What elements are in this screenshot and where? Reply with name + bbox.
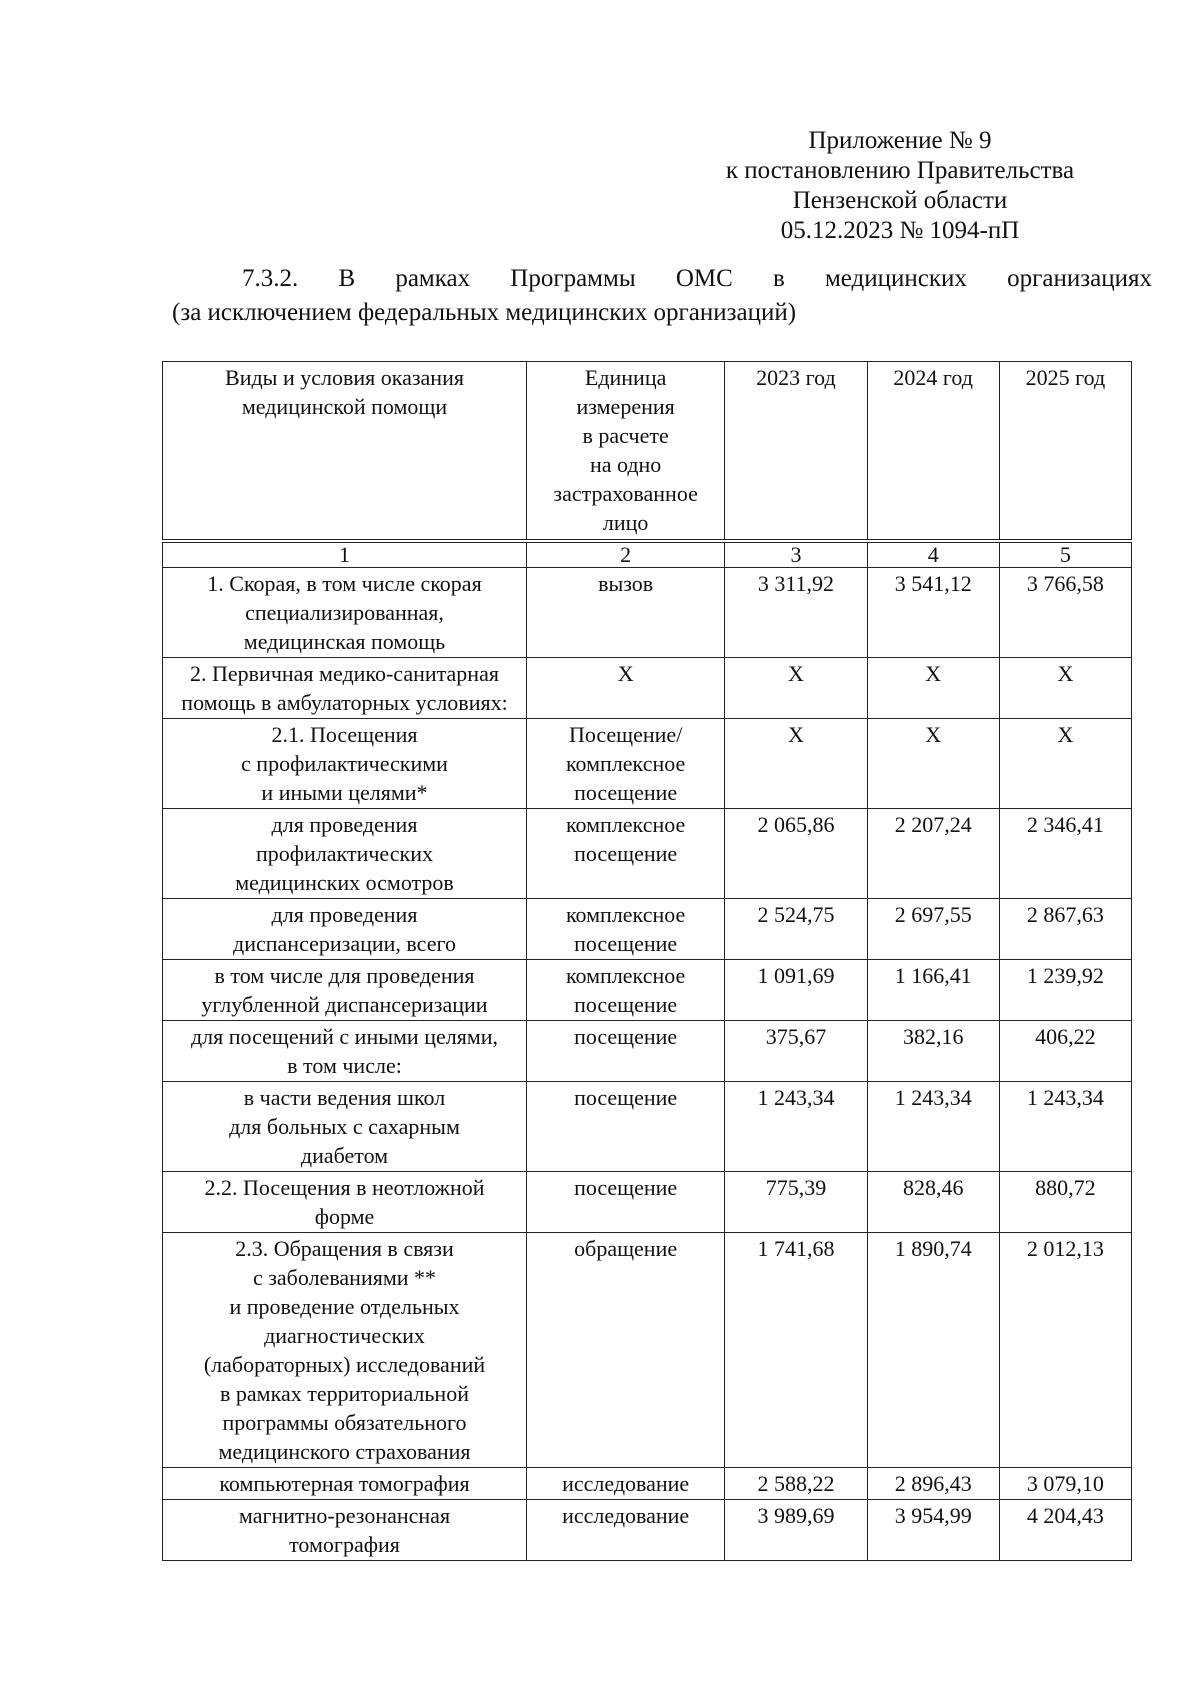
value-cell-y2025: 4 204,43	[999, 1500, 1131, 1561]
cell-line: посещение	[574, 841, 678, 866]
table-header-row	[163, 362, 1132, 542]
care-type-cell	[163, 1500, 527, 1561]
header-cell	[163, 362, 527, 542]
table-row	[163, 1468, 1132, 1500]
cell-line: помощь в амбулаторных условиях:	[181, 690, 508, 715]
cell-line: профилактических	[256, 841, 433, 866]
cell-line: (лабораторных) исследований	[203, 1352, 486, 1377]
value-cell-y2025: 3 079,10	[999, 1468, 1131, 1500]
cell-line: 2024 год	[893, 365, 973, 390]
intro-word: медицинских	[824, 265, 967, 292]
value-cell-y2025: 2 012,13	[999, 1233, 1131, 1468]
care-type-cell	[163, 1021, 527, 1082]
cell-line: в части ведения школ	[243, 1085, 446, 1110]
cell-line: 1. Скорая, в том числе скорая	[207, 571, 482, 596]
appendix-decree: к постановлению Правительства	[725, 157, 1075, 184]
intro-line-1	[172, 262, 1152, 296]
cell-line: диспансеризации, всего	[233, 931, 456, 956]
table-row	[163, 1233, 1132, 1468]
value-cell-y2025: 1 243,34	[999, 1082, 1131, 1172]
unit-cell	[527, 1233, 725, 1468]
value-cell-y2023: 775,39	[725, 1172, 867, 1233]
cell-line: в том числе:	[287, 1053, 402, 1078]
value-cell-y2025: 880,72	[999, 1172, 1131, 1233]
unit-cell	[527, 568, 725, 658]
value-cell-y2024: 2 896,43	[867, 1468, 999, 1500]
value-cell-y2025: 2 867,63	[999, 899, 1131, 960]
cell-line: обращение	[574, 1236, 678, 1261]
cell-line: застрахованное	[553, 481, 698, 506]
care-type-cell	[163, 960, 527, 1021]
table-row	[163, 1500, 1132, 1561]
cell-line: на одно	[589, 452, 662, 477]
value-cell-y2023: 375,67	[725, 1021, 867, 1082]
unit-cell	[527, 1021, 725, 1082]
cell-line: комплексное	[565, 812, 686, 837]
cell-line: Посещение/	[568, 722, 683, 747]
care-type-cell	[163, 1172, 527, 1233]
care-type-cell	[163, 809, 527, 899]
cell-line: диагностических	[264, 1323, 425, 1348]
cell-line: комплексное	[565, 963, 686, 988]
cell-line: программы обязательного	[222, 1410, 467, 1435]
cell-line: для больных с сахарным	[229, 1114, 460, 1139]
cell-line: и проведение отдельных	[229, 1294, 460, 1319]
care-type-cell	[163, 719, 527, 809]
cell-line: комплексное	[565, 751, 686, 776]
value-cell-y2025: Х	[999, 719, 1131, 809]
cell-line: исследование	[562, 1503, 690, 1528]
cell-line: 2025 год	[1025, 365, 1106, 390]
intro-word: Программы	[510, 265, 636, 292]
cell-line: для проведения	[271, 902, 418, 927]
intro-word: рамках	[395, 265, 471, 292]
cell-line: медицинская помощь	[243, 629, 446, 654]
unit-cell	[527, 1468, 725, 1500]
cell-line: медицинской помощи	[241, 394, 448, 419]
omc-table	[162, 361, 1132, 1561]
cell-line: 2.2. Посещения в неотложной	[204, 1175, 485, 1200]
value-cell-y2023: Х	[725, 719, 867, 809]
table-row	[163, 960, 1132, 1021]
value-cell-y2023: 1 091,69	[725, 960, 867, 1021]
value-cell-y2025: 406,22	[999, 1021, 1131, 1082]
intro-word: В	[338, 265, 356, 292]
value-cell-y2023: 1 243,34	[725, 1082, 867, 1172]
table-row	[163, 809, 1132, 899]
value-cell-y2025: Х	[999, 658, 1131, 719]
value-cell-y2023: 3 989,69	[725, 1500, 867, 1561]
cell-line: Виды и условия оказания	[225, 365, 464, 390]
cell-line: диабетом	[300, 1143, 389, 1168]
unit-cell	[527, 960, 725, 1021]
value-cell-y2024: 828,46	[867, 1172, 999, 1233]
omc-table-body	[163, 362, 1132, 1561]
cell-line: в рамках территориальной	[220, 1381, 469, 1406]
care-type-cell	[163, 1082, 527, 1172]
intro-word: организациях	[1007, 265, 1152, 292]
cell-line: углубленной диспансеризации	[201, 992, 488, 1017]
cell-line: Х	[617, 661, 634, 686]
value-cell-y2024: 2 697,55	[867, 899, 999, 960]
care-type-cell	[163, 568, 527, 658]
value-cell-y2023: 1 741,68	[725, 1233, 867, 1468]
cell-line: комплексное	[565, 902, 686, 927]
table-row	[163, 1172, 1132, 1233]
cell-line: 2.3. Обращения в связи	[235, 1236, 454, 1261]
value-cell-y2024: 1 166,41	[867, 960, 999, 1021]
cell-line: магнитно-резонансная	[238, 1503, 451, 1528]
value-cell-y2023: 2 065,86	[725, 809, 867, 899]
cell-line: медицинских осмотров	[235, 870, 454, 895]
cell-line: посещение	[574, 1175, 678, 1200]
table-row	[163, 658, 1132, 719]
table-row	[163, 1082, 1132, 1172]
value-cell-y2024: 382,16	[867, 1021, 999, 1082]
care-type-cell	[163, 899, 527, 960]
cell-line: томография	[289, 1532, 400, 1557]
cell-line: компьютерная томография	[219, 1471, 470, 1496]
cell-line: специализированная,	[245, 600, 444, 625]
cell-line: посещение	[574, 1024, 678, 1049]
appendix-number: Приложение № 9	[808, 127, 992, 154]
cell-line: с профилактическими	[241, 751, 448, 776]
table-row	[163, 568, 1132, 658]
cell-line: 2.1. Посещения	[271, 722, 418, 747]
value-cell-y2024: Х	[867, 719, 999, 809]
unit-cell	[527, 1082, 725, 1172]
column-number-cell: 4	[867, 541, 999, 568]
cell-line: лицо	[602, 510, 649, 535]
cell-line: посещение	[574, 1085, 678, 1110]
appendix-date-number: 05.12.2023 № 1094-пП	[780, 217, 1020, 244]
header-cell	[999, 362, 1131, 542]
value-cell-y2024: 1 890,74	[867, 1233, 999, 1468]
care-type-cell	[163, 658, 527, 719]
appendix-region: Пензенской области	[792, 187, 1008, 214]
column-number-cell: 1	[163, 541, 527, 568]
value-cell-y2024: 1 243,34	[867, 1082, 999, 1172]
value-cell-y2024: 2 207,24	[867, 809, 999, 899]
table-row	[163, 899, 1132, 960]
column-number-cell: 2	[527, 541, 725, 568]
cell-line: форме	[314, 1204, 375, 1229]
value-cell-y2023: 2 524,75	[725, 899, 867, 960]
value-cell-y2024: 3 541,12	[867, 568, 999, 658]
cell-line: 2023 год	[756, 365, 836, 390]
table-row	[163, 719, 1132, 809]
column-number-cell: 3	[725, 541, 867, 568]
value-cell-y2025: 3 766,58	[999, 568, 1131, 658]
header-cell	[725, 362, 867, 542]
intro-line-2: (за исключением федеральных медицинских организаций)	[172, 299, 797, 326]
cell-line: медицинского страхования	[218, 1439, 471, 1464]
value-cell-y2025: 2 346,41	[999, 809, 1131, 899]
unit-cell	[527, 1172, 725, 1233]
cell-line: вызов	[598, 571, 654, 596]
cell-line: в том числе для проведения	[214, 963, 475, 988]
value-cell-y2024: 3 954,99	[867, 1500, 999, 1561]
cell-line: посещение	[574, 780, 678, 805]
cell-line: посещение	[574, 992, 678, 1017]
cell-line: для посещений с иными целями,	[190, 1024, 499, 1049]
value-cell-y2024: Х	[867, 658, 999, 719]
table-row	[163, 1021, 1132, 1082]
cell-line: Единица	[584, 365, 667, 390]
appendix-header	[660, 126, 1140, 246]
unit-cell	[527, 899, 725, 960]
column-number-cell: 5	[999, 541, 1131, 568]
cell-line: для проведения	[271, 812, 418, 837]
intro-word: ОМС	[675, 265, 733, 292]
header-cell	[527, 362, 725, 542]
cell-line: исследование	[562, 1471, 690, 1496]
section-intro	[172, 262, 1152, 330]
cell-line: 2. Первичная медико-санитарная	[190, 661, 499, 686]
intro-word: 7.3.2.	[242, 265, 299, 292]
unit-cell	[527, 658, 725, 719]
value-cell-y2023: 3 311,92	[725, 568, 867, 658]
value-cell-y2025: 1 239,92	[999, 960, 1131, 1021]
unit-cell	[527, 809, 725, 899]
unit-cell	[527, 1500, 725, 1561]
cell-line: в расчете	[582, 423, 669, 448]
header-cell	[867, 362, 999, 542]
care-type-cell	[163, 1233, 527, 1468]
value-cell-y2023: Х	[725, 658, 867, 719]
cell-line: и иными целями*	[261, 780, 428, 805]
intro-word: в	[772, 265, 785, 292]
value-cell-y2023: 2 588,22	[725, 1468, 867, 1500]
cell-line: посещение	[574, 931, 678, 956]
column-number-row	[163, 541, 1132, 568]
unit-cell	[527, 719, 725, 809]
care-type-cell	[163, 1468, 527, 1500]
cell-line: измерения	[576, 394, 675, 419]
cell-line: с заболеваниями **	[252, 1265, 437, 1290]
